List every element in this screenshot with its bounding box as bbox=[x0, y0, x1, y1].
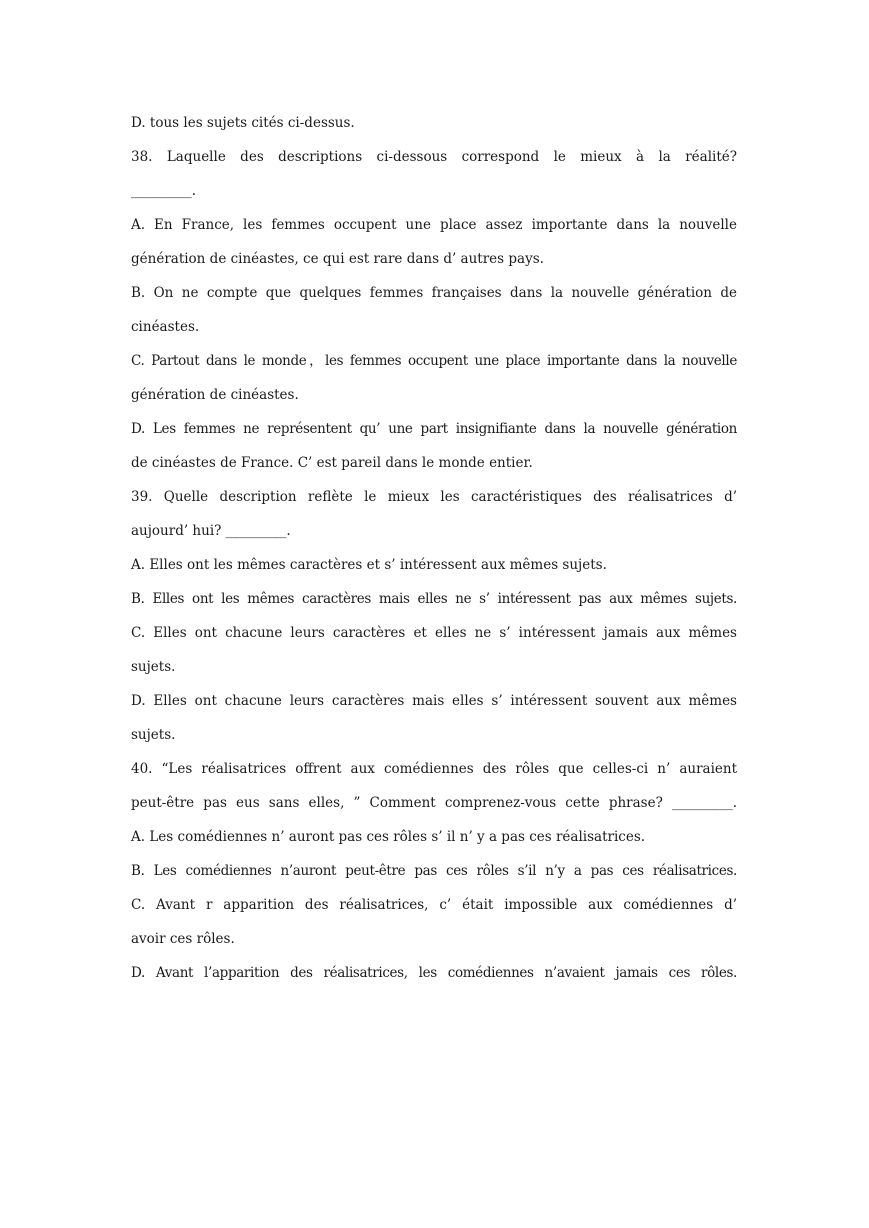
q39-option-d-cont: sujets. bbox=[131, 727, 176, 743]
q40-option-c-cont: avoir ces rôles. bbox=[131, 931, 235, 947]
q38-option-d-cont: de cinéastes de France. C’ est pareil dans le monde entier. bbox=[131, 455, 533, 471]
q38-answer-blank: _________. bbox=[131, 183, 197, 199]
q40-question-cont: peut-être pas eus sans elles, ” Comment comprenez-vous cette phrase? _________. bbox=[131, 795, 737, 811]
q39-option-d: D. Elles ont chacune leurs caractères mais elles s’ intéressent souvent aux mêmes bbox=[131, 693, 737, 709]
q38-option-c: C. Partout dans le monde，les femmes occupent une place importante dans la nouvelle bbox=[131, 353, 737, 369]
q39-option-b: B. Elles ont les mêmes caractères mais elles ne s’ intéressent pas aux mêmes sujets. bbox=[131, 591, 737, 607]
q38-option-b-cont: cinéastes. bbox=[131, 319, 200, 335]
q39-option-c: C. Elles ont chacune leurs caractères et elles ne s’ intéressent jamais aux mêmes bbox=[131, 625, 737, 641]
q37-option-d: D. tous les sujets cités ci-dessus. bbox=[131, 115, 355, 131]
q40-option-b: B. Les comédiennes n’auront peut-être pas ces rôles s’il n’y a pas ces réalisatrices. bbox=[131, 863, 737, 879]
q38-option-d: D. Les femmes ne représentent qu’ une part insignifiante dans la nouvelle génération bbox=[131, 421, 737, 437]
q38-option-c-cont: génération de cinéastes. bbox=[131, 387, 299, 403]
q38-option-b: B. On ne compte que quelques femmes françaises dans la nouvelle génération de bbox=[131, 285, 737, 301]
q40-question: 40. “Les réalisatrices offrent aux comédiennes des rôles que celles-ci n’ auraient bbox=[131, 761, 737, 777]
q40-option-d: D. Avant l’apparition des réalisatrices, les comédiennes n’avaient jamais ces rôles. bbox=[131, 965, 737, 981]
q38-option-a: A. En France, les femmes occupent une place assez importante dans la nouvelle bbox=[131, 217, 737, 233]
q38-option-a-cont: génération de cinéastes, ce qui est rare dans d’ autres pays. bbox=[131, 251, 544, 267]
document-page bbox=[131, 106, 737, 990]
q40-option-a: A. Les comédiennes n’ auront pas ces rôles s’ il n’ y a pas ces réalisatrices. bbox=[131, 829, 646, 845]
q39-question: 39. Quelle description reflète le mieux les caractéristiques des réalisatrices d’ bbox=[131, 489, 737, 505]
q39-question-cont: aujourd’ hui? _________. bbox=[131, 523, 291, 539]
q40-option-c: C. Avant r apparition des réalisatrices, c’ était impossible aux comédiennes d’ bbox=[131, 897, 737, 913]
q38-question: 38. Laquelle des descriptions ci-dessous correspond le mieux à la réalité? bbox=[131, 149, 737, 165]
q39-option-a: A. Elles ont les mêmes caractères et s’ intéressent aux mêmes sujets. bbox=[131, 557, 607, 573]
q39-option-c-cont: sujets. bbox=[131, 659, 176, 675]
